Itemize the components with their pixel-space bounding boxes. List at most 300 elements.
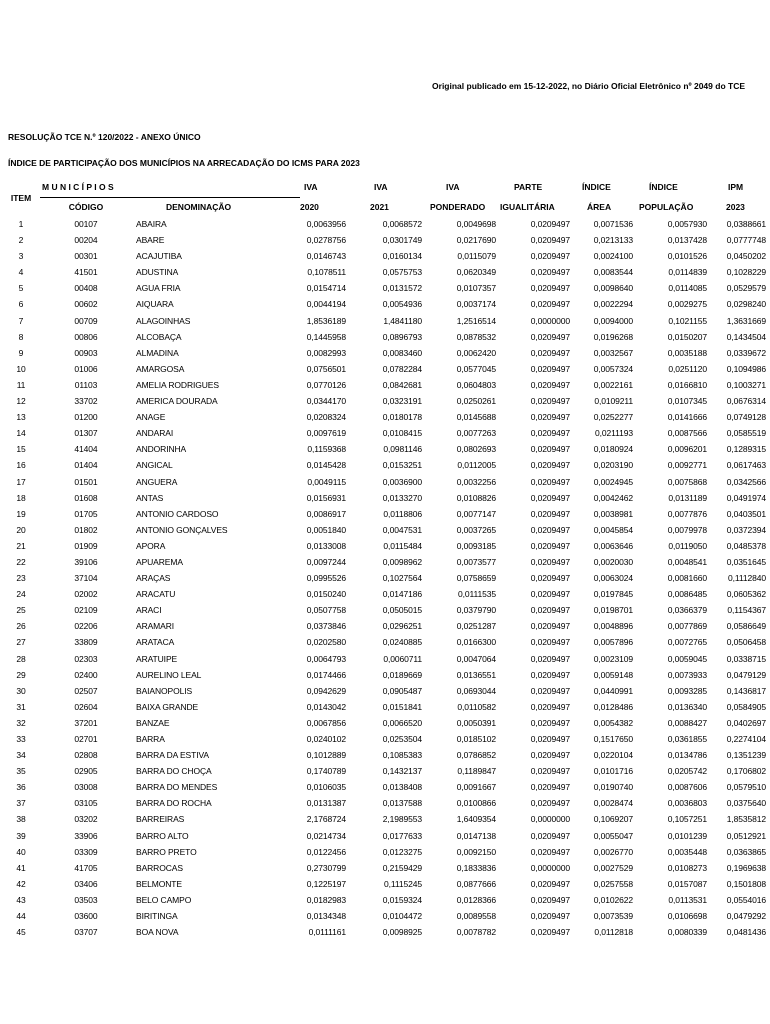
cell-codigo: 39106 — [74, 556, 98, 567]
cell-denominacao: ARAMARI — [136, 621, 175, 632]
cell-denominacao: ANDARAI — [136, 428, 174, 439]
cell-iva-2020: 0,1159368 — [307, 444, 346, 455]
cell-iva-2020: 0,0097619 — [306, 428, 346, 439]
cell-ipm-2023: 0,0491974 — [726, 492, 766, 503]
cell-ipm-2023: 0,0749128 — [726, 412, 766, 423]
cell-item: 9 — [18, 347, 24, 358]
header-parte-bottom: IGUALITÁRIA — [500, 202, 555, 212]
cell-iva-2020: 0,0150240 — [306, 589, 346, 600]
cell-parte-igualitaria: 0,0209497 — [530, 508, 570, 519]
cell-iva-ponderado: 0,0111535 — [457, 589, 496, 600]
cell-iva-2020: 0,0214734 — [306, 830, 346, 841]
cell-indice-populacao: 0,0131189 — [668, 492, 707, 503]
cell-iva-2021: 0,0133270 — [382, 492, 422, 503]
cell-indice-populacao: 0,0150207 — [667, 331, 707, 342]
header-iva2021-top: IVA — [374, 182, 388, 192]
cell-ipm-2023: 0,1351239 — [726, 750, 766, 761]
cell-iva-2021: 0,0301749 — [382, 235, 422, 246]
table-row — [6, 377, 766, 393]
cell-indice-area: 0,0196268 — [593, 331, 633, 342]
cell-indice-populacao: 0,0036803 — [667, 798, 707, 809]
cell-item: 32 — [16, 717, 26, 728]
cell-indice-area: 0,0073539 — [593, 911, 633, 922]
table-row — [6, 763, 766, 779]
cell-iva-ponderado: 1,6409354 — [456, 814, 496, 825]
cell-iva-2020: 0,0208324 — [306, 412, 346, 423]
cell-indice-area: 0,0057324 — [593, 363, 633, 374]
cell-codigo: 01103 — [74, 379, 98, 390]
cell-indice-area: 0,0213133 — [593, 235, 633, 246]
cell-denominacao: ARACATU — [136, 589, 176, 600]
cell-denominacao: AGUA FRIA — [136, 283, 181, 294]
cell-iva-2021: 0,2159429 — [382, 862, 422, 873]
table-row — [6, 538, 766, 554]
cell-item: 23 — [16, 573, 26, 584]
cell-iva-ponderado: 0,0112005 — [457, 460, 496, 471]
cell-iva-2021: 0,0147186 — [382, 589, 422, 600]
cell-ipm-2023: 0,0605362 — [726, 589, 766, 600]
table-row — [6, 313, 766, 329]
cell-ipm-2023: 0,0777748 — [726, 235, 766, 246]
cell-iva-2020: 2,1768724 — [306, 814, 346, 825]
header-municipios: M U N I C Í P I O S — [42, 182, 114, 192]
cell-iva-2021: 0,0160134 — [382, 251, 422, 262]
cell-codigo: 00408 — [74, 283, 98, 294]
cell-parte-igualitaria: 0,0209497 — [530, 283, 570, 294]
cell-iva-2021: 0,0098925 — [382, 927, 422, 938]
cell-parte-igualitaria: 0,0209497 — [530, 782, 570, 793]
cell-codigo: 02303 — [74, 653, 98, 664]
cell-ipm-2023: 0,0338715 — [726, 653, 766, 664]
cell-indice-area: 0,0101716 — [593, 766, 633, 777]
cell-indice-populacao: 0,0361855 — [667, 734, 707, 744]
cell-iva-2020: 0,1225197 — [306, 878, 346, 889]
cell-ipm-2023: 0,1706802 — [726, 766, 766, 777]
cell-item: 33 — [16, 734, 26, 744]
cell-iva-ponderado: 1,2516514 — [456, 315, 496, 326]
cell-indice-area: 0,0112818 — [594, 927, 633, 938]
header-divider — [40, 197, 300, 198]
cell-iva-2021: 0,1432137 — [382, 766, 422, 777]
cell-denominacao: ADUSTINA — [136, 267, 179, 278]
cell-item: 43 — [16, 894, 26, 905]
cell-indice-area: 0,0211193 — [594, 428, 633, 439]
header-parte-top: PARTE — [514, 182, 543, 192]
cell-iva-2020: 0,0942629 — [306, 685, 346, 696]
cell-iva-2021: 0,0108415 — [382, 428, 422, 439]
cell-parte-igualitaria: 0,0209497 — [530, 669, 570, 680]
cell-iva-2021: 0,0505015 — [382, 605, 422, 616]
header-denominacao: DENOMINAÇÃO — [166, 202, 232, 212]
cell-indice-area: 0,0190740 — [593, 782, 633, 793]
cell-indice-populacao: 0,0029275 — [667, 299, 707, 310]
table-row — [6, 811, 766, 827]
cell-codigo: 41404 — [74, 444, 98, 455]
cell-indice-area: 0,0220104 — [593, 750, 633, 761]
cell-iva-2020: 0,0756501 — [306, 363, 346, 374]
cell-indice-populacao: 0,0059045 — [667, 653, 707, 664]
cell-denominacao: BARRO PRETO — [136, 846, 197, 857]
cell-item: 26 — [16, 621, 26, 632]
cell-indice-area: 0,0038981 — [593, 508, 633, 519]
table-row — [6, 474, 766, 490]
cell-indice-populacao: 0,0048541 — [667, 556, 707, 567]
cell-codigo: 02109 — [74, 605, 98, 616]
cell-parte-igualitaria: 0,0209497 — [530, 701, 570, 712]
cell-iva-2021: 2,1989553 — [382, 814, 422, 825]
table-header — [6, 180, 766, 214]
cell-iva-2020: 0,0049115 — [307, 476, 346, 487]
cell-parte-igualitaria: 0,0209497 — [530, 299, 570, 310]
cell-parte-igualitaria: 0,0209497 — [530, 878, 570, 889]
cell-codigo: 02206 — [74, 621, 98, 632]
cell-codigo: 33906 — [74, 830, 98, 841]
cell-iva-2021: 0,0153251 — [382, 460, 422, 471]
publication-note: Original publicado em 15-12-2022, no Diário Oficial Eletrônico nº 2049 do TCE — [432, 81, 745, 91]
table-row — [6, 361, 766, 377]
cell-parte-igualitaria: 0,0209497 — [530, 734, 570, 744]
cell-codigo: 01705 — [74, 508, 98, 519]
cell-parte-igualitaria: 0,0209497 — [530, 267, 570, 278]
cell-indice-populacao: 0,0205742 — [667, 766, 707, 777]
cell-iva-ponderado: 0,0073577 — [456, 556, 496, 567]
cell-iva-ponderado: 0,0250261 — [456, 396, 496, 407]
cell-parte-igualitaria: 0,0209497 — [530, 396, 570, 407]
cell-parte-igualitaria: 0,0209497 — [530, 685, 570, 696]
cell-indice-area: 0,0071536 — [593, 219, 633, 229]
cell-iva-2020: 1,8536189 — [306, 315, 346, 326]
cell-codigo: 00602 — [74, 299, 98, 310]
cell-item: 30 — [16, 685, 26, 696]
cell-indice-populacao: 0,0134786 — [667, 750, 707, 761]
cell-iva-2021: 0,0151841 — [382, 701, 422, 712]
cell-indice-populacao: 0,1021155 — [668, 315, 707, 326]
cell-indice-area: 0,0023109 — [593, 653, 633, 664]
cell-iva-ponderado: 0,0108826 — [456, 492, 496, 503]
cell-iva-ponderado: 0,0077147 — [456, 508, 496, 519]
cell-item: 2 — [18, 235, 24, 246]
cell-denominacao: ARATACA — [136, 637, 175, 648]
cell-iva-ponderado: 0,0786852 — [456, 750, 496, 761]
cell-iva-2021: 0,0177633 — [382, 830, 422, 841]
cell-ipm-2023: 1,3631669 — [726, 315, 766, 326]
header-codigo: CÓDIGO — [68, 202, 104, 212]
cell-codigo: 01404 — [74, 460, 98, 471]
cell-iva-2021: 0,0066520 — [382, 717, 422, 728]
cell-item: 16 — [16, 460, 26, 471]
cell-parte-igualitaria: 0,0209497 — [530, 798, 570, 809]
header-ipm-top: IPM — [728, 182, 744, 192]
cell-item: 34 — [16, 750, 26, 761]
cell-iva-2020: 0,0344170 — [306, 396, 346, 407]
cell-indice-area: 0,0042462 — [593, 492, 633, 503]
cell-indice-populacao: 0,0093285 — [667, 685, 707, 696]
table-row — [6, 779, 766, 795]
cell-codigo: 41501 — [74, 267, 98, 278]
cell-ipm-2023: 0,0450202 — [726, 251, 766, 262]
cell-iva-ponderado: 0,0110582 — [457, 701, 496, 712]
table-row — [6, 345, 766, 361]
cell-indice-populacao: 0,0157087 — [667, 878, 707, 889]
cell-iva-ponderado: 0,0185102 — [456, 734, 496, 744]
cell-denominacao: ABARE — [136, 235, 165, 246]
cell-iva-2021: 0,0189669 — [382, 669, 422, 680]
table-row — [6, 908, 766, 924]
header-area-bottom: ÁREA — [587, 202, 612, 212]
cell-ipm-2023: 0,0402697 — [726, 717, 766, 728]
cell-codigo: 41705 — [74, 862, 98, 873]
cell-item: 7 — [18, 315, 24, 326]
cell-ipm-2023: 0,1289315 — [726, 444, 766, 455]
cell-ipm-2023: 0,0298240 — [726, 299, 766, 310]
cell-iva-2020: 0,0122456 — [306, 846, 346, 857]
cell-iva-ponderado: 0,0037265 — [456, 524, 496, 535]
cell-parte-igualitaria: 0,0209497 — [530, 589, 570, 600]
cell-indice-area: 0,0028474 — [593, 798, 633, 809]
cell-ipm-2023: 0,0342566 — [726, 476, 766, 487]
cell-parte-igualitaria: 0,0209497 — [530, 251, 570, 262]
cell-denominacao: BARRO ALTO — [136, 830, 189, 841]
cell-iva-2021: 0,1115245 — [383, 878, 422, 889]
cell-indice-populacao: 0,0119050 — [668, 540, 707, 551]
cell-denominacao: BARRA DO MENDES — [136, 782, 218, 793]
cell-indice-populacao: 0,0107345 — [667, 396, 707, 407]
cell-indice-populacao: 0,0088427 — [667, 717, 707, 728]
cell-codigo: 03707 — [74, 927, 98, 938]
cell-parte-igualitaria: 0,0209497 — [530, 621, 570, 632]
cell-iva-2021: 0,0104472 — [382, 911, 422, 922]
cell-parte-igualitaria: 0,0209497 — [530, 379, 570, 390]
table-row — [6, 876, 766, 892]
table-row — [6, 699, 766, 715]
cell-item: 31 — [16, 701, 26, 712]
cell-item: 40 — [16, 846, 26, 857]
header-iva2020-bottom: 2020 — [300, 202, 319, 212]
cell-item: 13 — [16, 412, 26, 423]
cell-iva-2021: 0,0118806 — [383, 508, 422, 519]
cell-iva-ponderado: 0,0107357 — [456, 283, 496, 294]
cell-denominacao: ARACI — [136, 605, 162, 616]
cell-codigo: 00903 — [74, 347, 98, 358]
cell-item: 44 — [16, 911, 26, 922]
cell-codigo: 01200 — [74, 412, 98, 423]
cell-item: 38 — [16, 814, 26, 825]
cell-codigo: 00301 — [74, 251, 98, 262]
cell-codigo: 02701 — [74, 734, 98, 744]
cell-iva-2020: 0,0044194 — [306, 299, 346, 310]
cell-indice-area: 0,0083544 — [593, 267, 633, 278]
table-row — [6, 860, 766, 876]
cell-item: 3 — [18, 251, 24, 262]
cell-iva-2021: 0,0068572 — [382, 219, 422, 229]
cell-indice-populacao: 0,0035448 — [667, 846, 707, 857]
cell-iva-2021: 0,0138408 — [382, 782, 422, 793]
cell-iva-2020: 0,0156931 — [306, 492, 346, 503]
table-row — [6, 828, 766, 844]
cell-denominacao: ANDORINHA — [136, 444, 187, 455]
cell-denominacao: BIRITINGA — [136, 911, 178, 922]
cell-indice-area: 0,0063024 — [593, 573, 633, 584]
cell-codigo: 00204 — [74, 235, 98, 246]
cell-indice-area: 0,0055047 — [593, 830, 633, 841]
cell-iva-2020: 0,0106035 — [306, 782, 346, 793]
cell-item: 11 — [16, 379, 26, 390]
table-row — [6, 248, 766, 264]
cell-iva-2021: 0,0137588 — [382, 798, 422, 809]
cell-parte-igualitaria: 0,0209497 — [530, 573, 570, 584]
cell-item: 17 — [16, 476, 26, 487]
cell-iva-ponderado: 0,1189847 — [457, 766, 496, 777]
cell-denominacao: ABAIRA — [136, 219, 167, 229]
cell-parte-igualitaria: 0,0209497 — [530, 717, 570, 728]
cell-denominacao: BANZAE — [136, 717, 170, 728]
cell-parte-igualitaria: 0,0209497 — [530, 830, 570, 841]
cell-iva-2020: 0,0373846 — [306, 621, 346, 632]
cell-denominacao: ARATUIPE — [136, 653, 178, 664]
table-row — [6, 554, 766, 570]
cell-parte-igualitaria: 0,0209497 — [530, 766, 570, 777]
cell-denominacao: ANAGE — [136, 412, 166, 423]
table-row — [6, 892, 766, 908]
table-row — [6, 651, 766, 667]
cell-item: 24 — [16, 589, 26, 600]
cell-parte-igualitaria: 0,0209497 — [530, 460, 570, 471]
cell-codigo: 00709 — [74, 315, 98, 326]
cell-parte-igualitaria: 0,0209497 — [530, 444, 570, 455]
cell-iva-ponderado: 0,0379790 — [456, 605, 496, 616]
cell-iva-ponderado: 0,0100866 — [456, 798, 496, 809]
table-row — [6, 216, 766, 232]
cell-ipm-2023: 0,0584905 — [726, 701, 766, 712]
cell-codigo: 01802 — [74, 524, 98, 535]
table-row — [6, 747, 766, 763]
cell-iva-2021: 0,0083460 — [382, 347, 422, 358]
cell-iva-2021: 0,0896793 — [382, 331, 422, 342]
header-iva2020-top: IVA — [304, 182, 318, 192]
cell-parte-igualitaria: 0,0209497 — [530, 235, 570, 246]
cell-iva-2020: 0,0146743 — [306, 251, 346, 262]
cell-iva-2020: 0,0507758 — [306, 605, 346, 616]
cell-item: 41 — [16, 862, 26, 873]
cell-indice-area: 0,0109211 — [594, 396, 633, 407]
cell-item: 12 — [16, 396, 26, 407]
cell-indice-populacao: 0,0077869 — [667, 621, 707, 632]
cell-denominacao: ALCOBAÇA — [136, 331, 182, 342]
cell-parte-igualitaria: 0,0209497 — [530, 363, 570, 374]
cell-parte-igualitaria: 0,0209497 — [530, 476, 570, 487]
cell-indice-area: 0,0197845 — [593, 589, 633, 600]
cell-codigo: 02604 — [74, 701, 98, 712]
cell-item: 19 — [16, 508, 26, 519]
cell-iva-2021: 0,0060711 — [383, 653, 422, 664]
table-row — [6, 586, 766, 602]
cell-item: 5 — [18, 283, 24, 294]
cell-codigo: 37201 — [74, 717, 98, 728]
cell-iva-2021: 0,1085383 — [382, 750, 422, 761]
cell-indice-populacao: 0,0080339 — [667, 927, 707, 938]
cell-denominacao: ALMADINA — [136, 347, 179, 358]
cell-iva-2021: 0,0842681 — [382, 379, 422, 390]
cell-iva-ponderado: 0,0166300 — [456, 637, 496, 648]
cell-denominacao: BOA NOVA — [136, 927, 179, 938]
table-row — [6, 602, 766, 618]
cell-indice-populacao: 0,0136340 — [667, 701, 707, 712]
cell-item: 35 — [16, 766, 26, 777]
cell-item: 27 — [16, 637, 26, 648]
table-row — [6, 506, 766, 522]
cell-iva-ponderado: 0,0147138 — [456, 830, 496, 841]
cell-indice-area: 0,0180924 — [593, 444, 633, 455]
cell-iva-ponderado: 0,0037174 — [456, 299, 496, 310]
table-row — [6, 570, 766, 586]
cell-ipm-2023: 0,1436817 — [726, 685, 766, 696]
table-row — [6, 457, 766, 473]
cell-ipm-2023: 0,0554016 — [726, 894, 766, 905]
cell-ipm-2023: 0,1434504 — [726, 331, 766, 342]
cell-parte-igualitaria: 0,0209497 — [530, 492, 570, 503]
cell-parte-igualitaria: 0,0209497 — [530, 331, 570, 342]
cell-ipm-2023: 0,1028229 — [726, 267, 766, 278]
cell-iva-2020: 0,1740789 — [306, 766, 346, 777]
cell-parte-igualitaria: 0,0209497 — [530, 637, 570, 648]
cell-indice-area: 0,0024100 — [593, 251, 633, 262]
cell-iva-2021: 0,0131572 — [382, 283, 422, 294]
cell-iva-ponderado: 0,0877666 — [456, 878, 496, 889]
cell-indice-populacao: 0,0251120 — [668, 363, 707, 374]
cell-iva-2020: 0,0278756 — [306, 235, 346, 246]
cell-item: 22 — [16, 556, 26, 567]
cell-denominacao: ANGICAL — [136, 460, 173, 471]
cell-item: 36 — [16, 782, 26, 793]
cell-denominacao: AURELINO LEAL — [136, 669, 202, 680]
cell-iva-ponderado: 0,0577045 — [456, 363, 496, 374]
cell-parte-igualitaria: 0,0209497 — [530, 556, 570, 567]
cell-iva-2020: 0,0064793 — [306, 653, 346, 664]
cell-parte-igualitaria: 0,0209497 — [530, 347, 570, 358]
cell-indice-populacao: 0,0072765 — [667, 637, 707, 648]
cell-iva-2021: 0,0036900 — [382, 476, 422, 487]
cell-parte-igualitaria: 0,0209497 — [530, 927, 570, 938]
cell-ipm-2023: 0,0481436 — [726, 927, 766, 938]
cell-denominacao: BELMONTE — [136, 878, 182, 889]
cell-indice-populacao: 0,0057930 — [667, 219, 707, 229]
cell-denominacao: BARROCAS — [136, 862, 183, 873]
cell-indice-populacao: 0,0141666 — [667, 412, 707, 423]
cell-denominacao: BELO CAMPO — [136, 894, 192, 905]
cell-codigo: 00806 — [74, 331, 98, 342]
cell-indice-populacao: 0,0075868 — [667, 476, 707, 487]
cell-iva-ponderado: 0,0050391 — [456, 717, 496, 728]
cell-ipm-2023: 0,0617463 — [726, 460, 766, 471]
table-row — [6, 924, 766, 940]
cell-indice-area: 0,1517650 — [593, 734, 633, 744]
cell-indice-populacao: 0,0079978 — [667, 524, 707, 535]
cell-ipm-2023: 0,0676314 — [726, 396, 766, 407]
cell-codigo: 03008 — [74, 782, 98, 793]
cell-item: 4 — [18, 267, 24, 278]
table-row — [6, 393, 766, 409]
cell-iva-ponderado: 0,0604803 — [456, 379, 496, 390]
cell-indice-area: 0,0022161 — [593, 379, 633, 390]
cell-parte-igualitaria: 0,0209497 — [530, 750, 570, 761]
cell-denominacao: ACAJUTIBA — [136, 251, 182, 262]
cell-item: 29 — [16, 669, 26, 680]
cell-indice-populacao: 0,1057251 — [667, 814, 707, 825]
cell-codigo: 01006 — [74, 363, 98, 374]
cell-iva-ponderado: 0,0062420 — [456, 347, 496, 358]
cell-iva-2021: 0,0240885 — [382, 637, 422, 648]
cell-denominacao: AMARGOSA — [136, 363, 185, 374]
